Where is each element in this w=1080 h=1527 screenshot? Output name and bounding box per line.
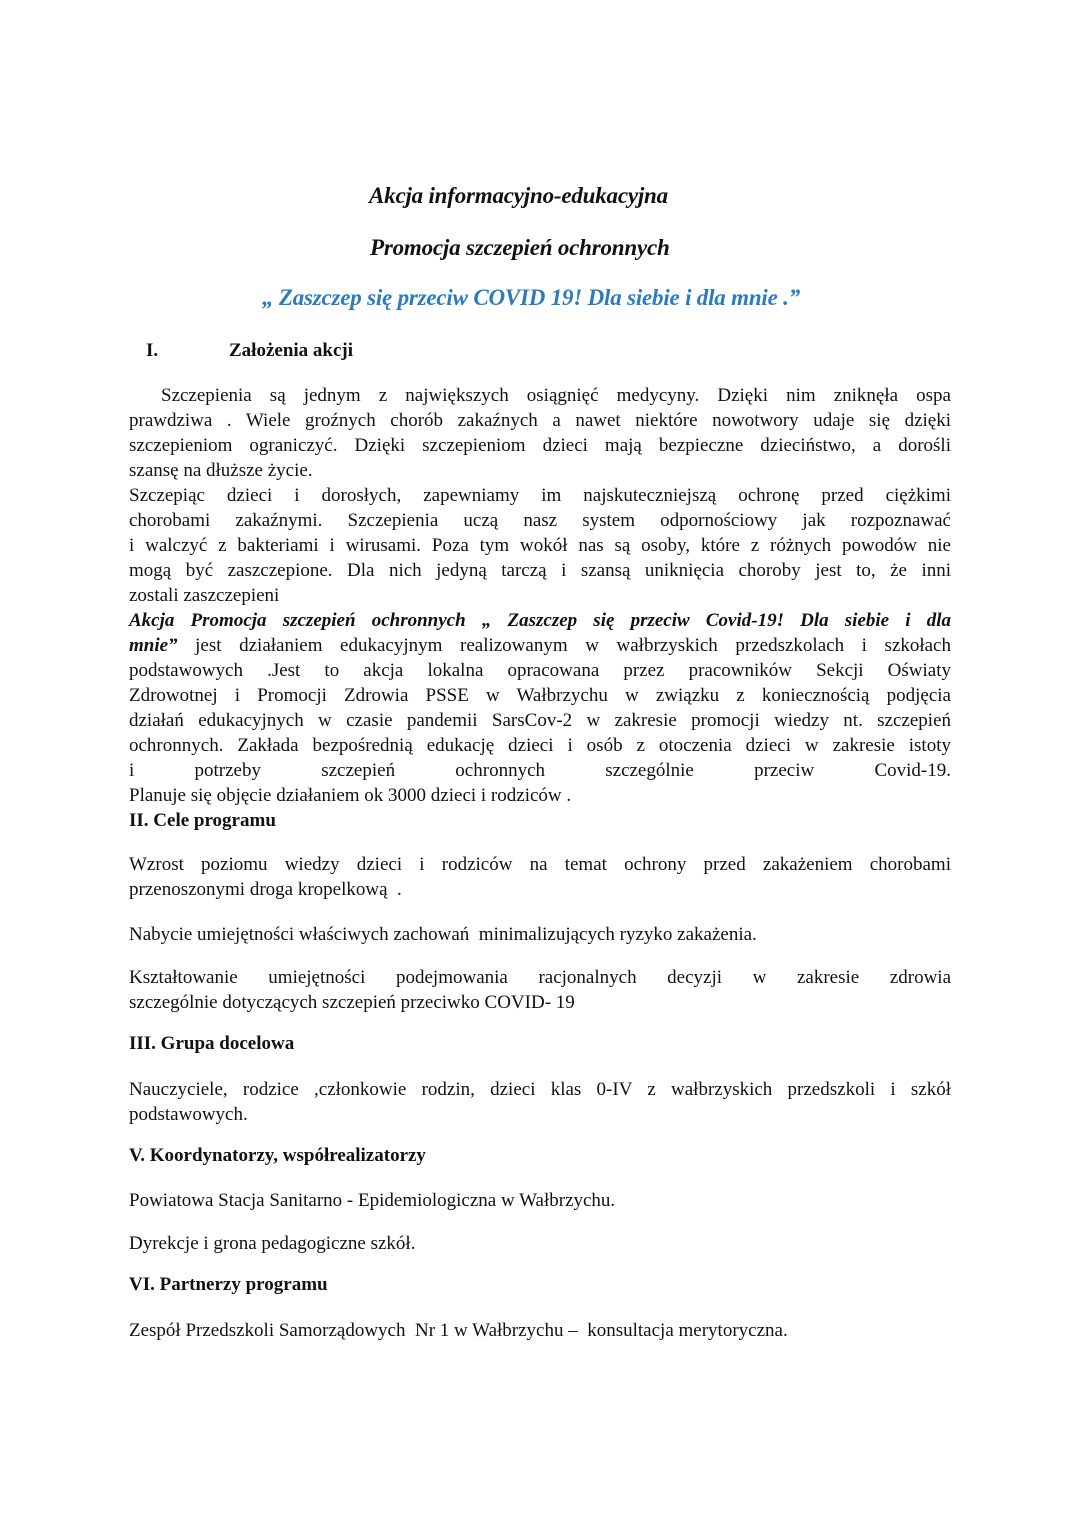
goal-2 bbox=[129, 922, 951, 947]
text-line: Nauczyciele, rodzice ,członkowie rodzin, dzieci klas 0-IV z wałbrzyskich przedszkoli i szkół bbox=[129, 1079, 951, 1100]
campaign-slogan: „ Zaszczep się przeciw COVID 19! Dla siebie i dla mnie .” bbox=[262, 285, 801, 310]
section-1-paragraph-1 bbox=[129, 383, 951, 483]
section-1-paragraph-2 bbox=[129, 483, 951, 608]
text-line: mogą być zaszczepione. Dla nich jedyną tarczą i szansą uniknięcia choroby jest to, że inni bbox=[129, 560, 951, 581]
text-line: Zdrowotnej i Promocji Zdrowia PSSE w Wałbrzychu w związku z koniecznością podjęcia bbox=[129, 685, 951, 706]
section-1-paragraph-3 bbox=[129, 608, 951, 808]
text-line: podstawowych .Jest to akcja lokalna opracowana przez pracowników Sekcji Oświaty bbox=[129, 660, 951, 681]
text-line: Zespół Przedszkoli Samorządowych Nr 1 w Wałbrzychu – konsultacja merytoryczna. bbox=[129, 1320, 788, 1341]
section-1-number: I. bbox=[146, 340, 159, 361]
text-line bbox=[129, 633, 951, 658]
text-line: Szczepiąc dzieci i dorosłych, zapewniamy im najskuteczniejszą ochronę przed ciężkimi bbox=[129, 485, 951, 506]
target-group bbox=[129, 1077, 951, 1127]
text-line: przenoszonymi droga kropelkową . bbox=[129, 879, 402, 900]
text-line: zostali zaszczepieni bbox=[129, 585, 280, 606]
text-line: i walczyć z bakteriami i wirusami. Poza tym wokół nas są osoby, które z różnych powodów nie bbox=[129, 535, 951, 556]
campaign-name-end: mnie” bbox=[129, 635, 178, 656]
text-line: podstawowych. bbox=[129, 1104, 248, 1125]
coordinator-1 bbox=[129, 1188, 951, 1213]
text-line: Wzrost poziomu wiedzy dzieci i rodziców na temat ochrony przed zakażeniem chorobami bbox=[129, 854, 951, 875]
goal-1 bbox=[129, 852, 951, 902]
text-line: Szczepienia są jednym z największych osiągnięć medycyny. Dzięki nim zniknęła ospa bbox=[161, 385, 951, 406]
text-line: chorobami zakaźnymi. Szczepienia uczą nasz system odpornościowy jak rozpoznawać bbox=[129, 510, 951, 531]
campaign-name-line: Akcja Promocja szczepień ochronnych „ Zaszczep się przeciw Covid-19! Dla siebie i dla bbox=[129, 610, 951, 631]
text-fragment: jest działaniem edukacyjnym realizowanym w wałbrzyskich przedszkolach i szkołach bbox=[177, 635, 951, 656]
text-line: prawdziwa . Wiele groźnych chorób zakaźnych a nawet niektóre nowotwory udaje się dzięki bbox=[129, 410, 951, 431]
text-line: szczególnie dotyczących szczepień przeciwko COVID- 19 bbox=[129, 992, 575, 1013]
text-line: działań edukacyjnych w czasie pandemii SarsCov-2 w zakresie promocji wiedzy nt. szczepień bbox=[129, 710, 951, 731]
section-6-heading: VI. Partnerzy programu bbox=[129, 1274, 328, 1295]
document-title: Akcja informacyjno-edukacyjna bbox=[369, 183, 668, 208]
plan-line: Planuje się objęcie działaniem ok 3000 dzieci i rodziców . bbox=[129, 785, 572, 806]
section-3-heading: III. Grupa docelowa bbox=[129, 1033, 295, 1054]
partner-1 bbox=[129, 1318, 951, 1343]
text-line: szansę na dłuższe życie. bbox=[129, 460, 313, 481]
text-line: szczepieniom ograniczyć. Dzięki szczepieniom dzieci mają bezpieczne dzieciństwo, a dorośli bbox=[129, 435, 951, 456]
section-5-heading: V. Koordynatorzy, współrealizatorzy bbox=[129, 1145, 426, 1166]
text-line: Dyrekcje i grona pedagogiczne szkół. bbox=[129, 1233, 416, 1254]
section-2-heading: II. Cele programu bbox=[129, 810, 276, 831]
coordinator-2 bbox=[129, 1231, 951, 1256]
text-line: i potrzeby szczepień ochronnych szczególnie przeciw Covid-19. bbox=[129, 760, 951, 781]
text-line: Kształtowanie umiejętności podejmowania racjonalnych decyzji w zakresie zdrowia bbox=[129, 967, 951, 988]
goal-3 bbox=[129, 965, 951, 1015]
section-1-heading: Założenia akcji bbox=[229, 340, 354, 361]
text-line: Powiatowa Stacja Sanitarno - Epidemiologiczna w Wałbrzychu. bbox=[129, 1190, 616, 1211]
text-line: ochronnych. Zakłada bezpośrednią edukację dzieci i osób z otoczenia dzieci w zakresie istoty bbox=[129, 735, 951, 756]
text-line: Nabycie umiejętności właściwych zachowań minimalizujących ryzyko zakażenia. bbox=[129, 924, 757, 945]
document-subtitle: Promocja szczepień ochronnych bbox=[370, 235, 670, 260]
